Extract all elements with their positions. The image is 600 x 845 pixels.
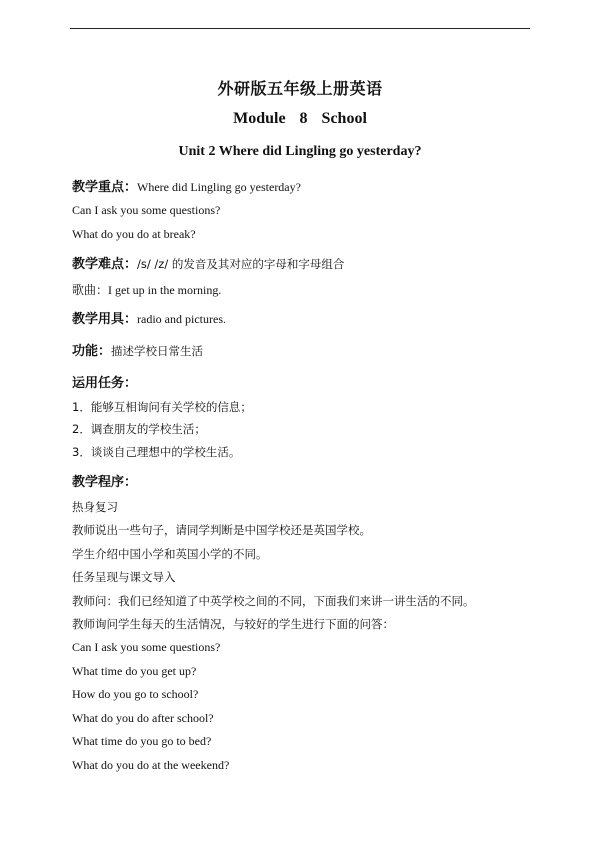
function-value: 描述学校日常生活 [111, 344, 204, 358]
tools-label: 教学用具： [72, 312, 138, 327]
tools-row [72, 308, 226, 327]
difficulties-row [72, 253, 344, 272]
tasks-heading: 运用任务： [72, 376, 138, 391]
song-line [72, 281, 221, 298]
function-label: 功能： [72, 344, 112, 359]
tools-value: radio and pictures. [137, 312, 226, 326]
procedure-heading: 教学程序： [72, 475, 138, 490]
procedure-line: What do you do after school? [72, 711, 214, 725]
procedure-line: How do you go to school? [72, 687, 199, 701]
procedure-line: What do you do at the weekend? [72, 758, 230, 772]
difficulties-value: /s/ /z/ 的发音及其对应的字母和字母组合 [137, 257, 345, 271]
task-item: 2．调查朋友的学校生活； [72, 422, 206, 436]
procedure-line: 学生介绍中国小学和英国小学的不同。 [72, 547, 268, 561]
procedure-line: 教师问：我们已经知道了中英学校之间的不同，下面我们来讲一讲生活的不同。 [72, 594, 475, 608]
key-points-line: What do you do at break? [72, 227, 196, 241]
task-item: 1．能够互相询问有关学校的信息； [72, 400, 252, 414]
module-title: Module 8 School [233, 110, 367, 127]
procedure-line: 教师说出一些句子，请同学判断是中国学校还是英国学校。 [72, 523, 371, 537]
procedure-line: 任务呈现与课文导入 [72, 570, 176, 584]
procedure-line: 热身复习 [72, 500, 118, 514]
key-points-line: Can I ask you some questions? [72, 203, 221, 217]
unit-title: Unit 2 Where did Lingling go yesterday? [178, 144, 422, 159]
song-text: 歌曲：I get up in the morning. [72, 283, 222, 297]
task-item: 3．谈谈自己理想中的学校生活。 [72, 445, 241, 459]
key-points-row [72, 176, 301, 195]
key-points-label: 教学重点： [72, 180, 138, 195]
key-points-value: Where did Lingling go yesterday? [137, 180, 301, 194]
procedure-line: What time do you get up? [72, 664, 197, 678]
document-title: 外研版五年级上册英语 [217, 79, 383, 98]
function-row [72, 340, 203, 359]
difficulties-label: 教学难点： [72, 257, 138, 272]
procedure-line: What time do you go to bed? [72, 734, 212, 748]
procedure-line: Can I ask you some questions? [72, 640, 221, 654]
procedure-line: 教师询问学生每天的生活情况，与较好的学生进行下面的问答： [72, 617, 394, 631]
header-rule [70, 28, 530, 29]
